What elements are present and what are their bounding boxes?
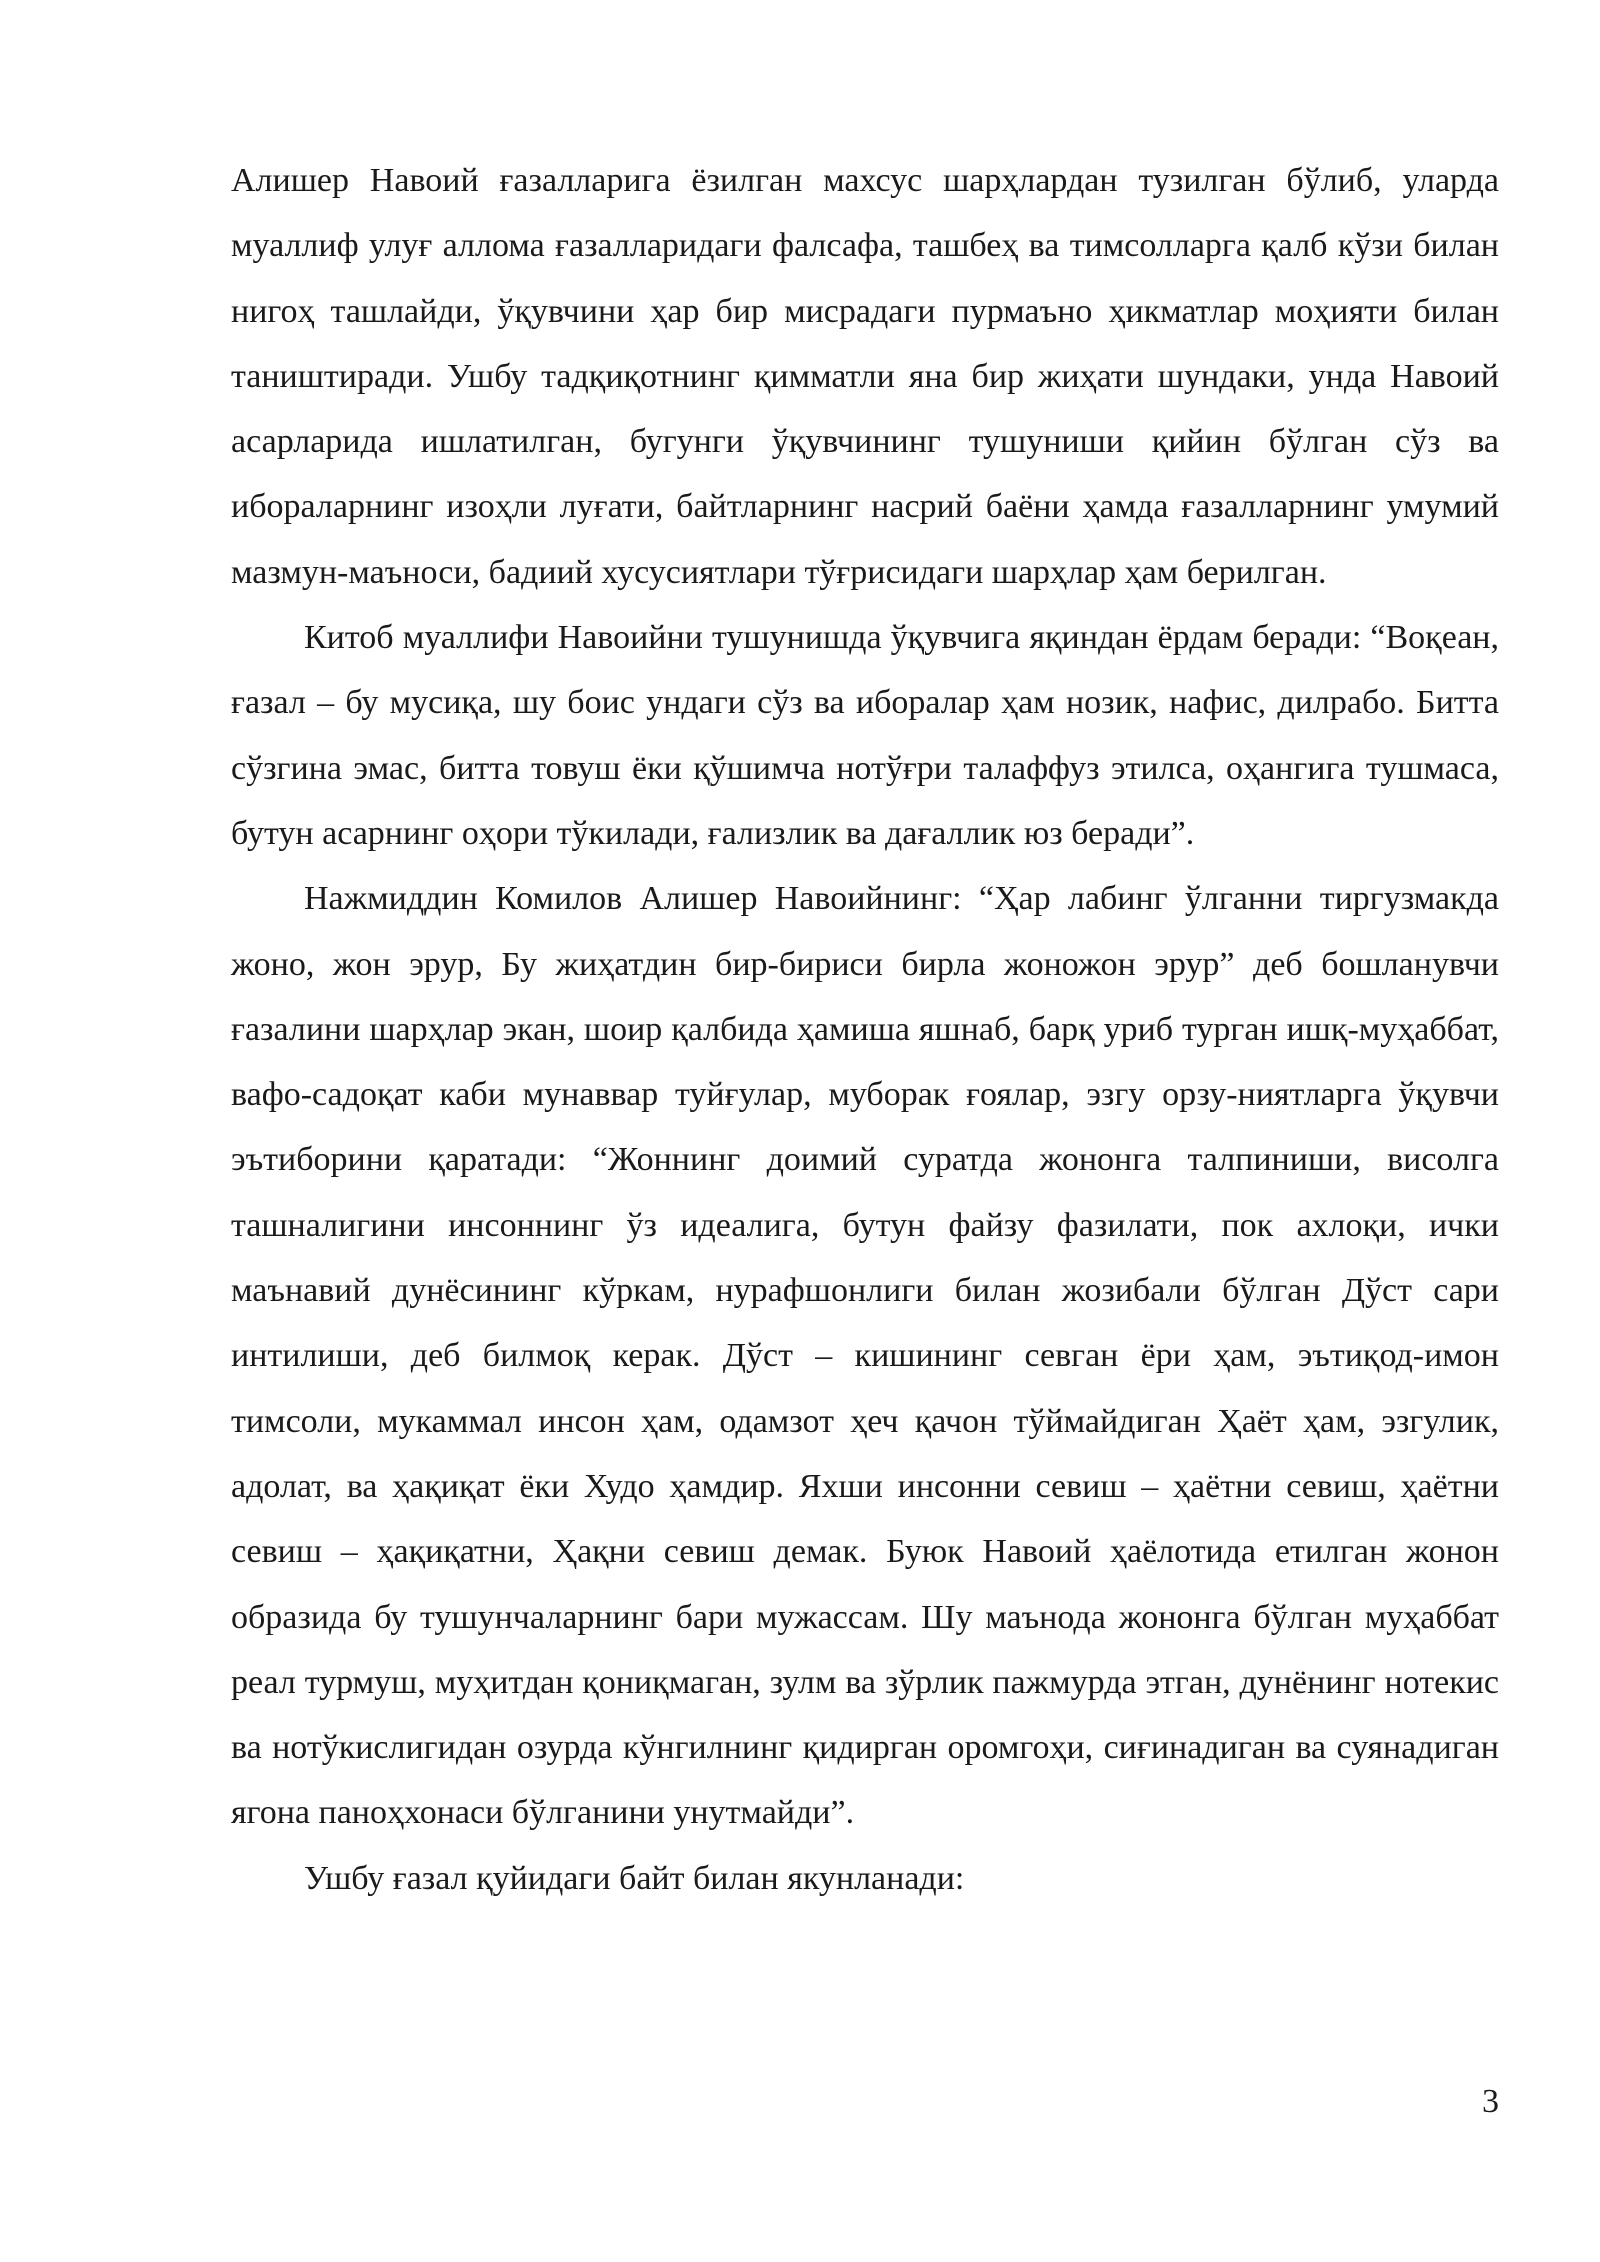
paragraph-4: Ушбу ғазал қуйидаги байт билан якунланади: — [304, 1859, 965, 1897]
text-body — [231, 148, 1499, 1911]
page-number: 3 — [1482, 2083, 1499, 2120]
paragraph-1: Алишер Навоий ғазалларига ёзилган махсус шарҳлардан тузилган бўлиб, уларда муаллиф улуғ аллома ғазалларидаги фалсафа, ташбеҳ ва тимсолларга қалб кўзи билан нигоҳ ташлайди, ўқувчини ҳар бир мисрадаги пурмаъно ҳикматлар моҳияти билан таништиради. Ушбу тадқиқотнинг қимматли яна бир жиҳати шундаки, унда Навоий асарларида ишлатилган, бугунги ўқувчининг тушуниши қийин бўлган сўз ва ибораларнинг изоҳли луғати, байтларнинг насрий баёни ҳамда ғазалларнинг умумий мазмун-маъноси, бадиий хусусиятлари тўғрисидаги шарҳлар ҳам берилган. — [231, 162, 1499, 591]
paragraph-2: Китоб муаллифи Навоийни тушунишда ўқувчига яқиндан ёрдам беради: “Воқеан, ғазал – бу мусиқа, шу боис ундаги сўз ва иборалар ҳам нозик, нафис, дилрабо. Битта сўзгина эмас, битта товуш ёки қўшимча нотўғри талаффуз этилса, оҳангига тушмаса, бутун асарнинг оҳори тўкилади, ғализлик ва дағаллик юз беради”. — [231, 619, 1499, 852]
paragraph-3: Нажмиддин Комилов Алишер Навоийнинг: “Ҳар лабинг ўлганни тиргузмакда жоно, жон эрур, Бу жиҳатдин бир-бириси бирла жоножон эрур” деб бошланувчи ғазалини шарҳлар экан, шоир қалбида ҳамиша яшнаб, барқ уриб турган ишқ-муҳаббат, вафо-садоқат каби мунаввар туйғулар, муборак ғоялар, эзгу орзу-ниятларга ўқувчи эътиборини қаратади: “Жоннинг доимий суратда жононга талпиниши, висолга ташналигини инсоннинг ўз идеалига, бутун файзу фазилати, пок ахлоқи, ички маънавий дунёсининг кўркам, нурафшонлиги билан жозибали бўлган Дўст сари интилиши, деб билмоқ керак. Дўст – кишининг севган ёри ҳам, эътиқод-имон тимсоли, мукаммал инсон ҳам, одамзот ҳеч қачон тўймайдиган Ҳаёт ҳам, эзгулик, адолат, ва ҳақиқат ёки Худо ҳамдир. Яхши инсонни севиш – ҳаётни севиш, ҳаётни севиш – ҳақиқатни, Ҳақни севиш демак. Буюк Навоий ҳаёлотида етилган жонон образида бу тушунчаларнинг бари мужассам. Шу маънода жононга бўлган муҳаббат реал турмуш, муҳитдан қониқмаган, зулм ва зўрлик пажмурда этган, дунёнинг нотекис ва нотўкислигидан озурда кўнгилнинг қидирган оромгоҳи, сиғинадиган ва суянадиган ягона паноҳхонаси бўлганини унутмайди”. — [231, 880, 1499, 1832]
